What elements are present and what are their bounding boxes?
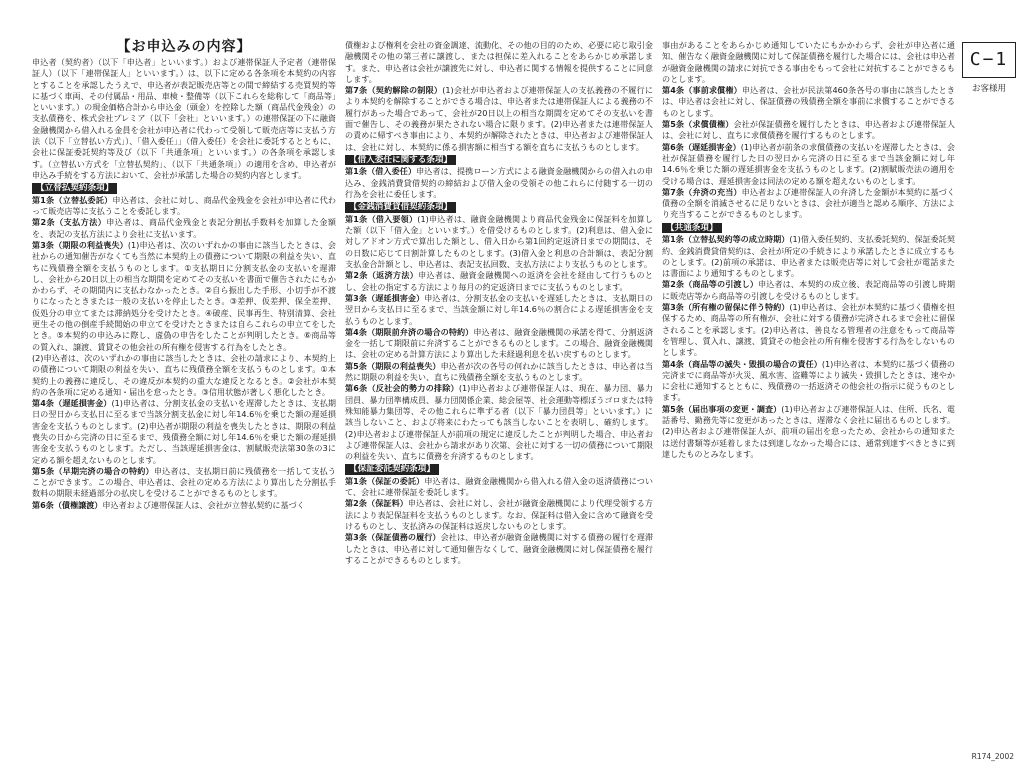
article-heading: 第4条（商品等の滅失・毀損の場合の責任）: [662, 358, 822, 369]
clause-paragraph: [345, 40, 653, 85]
clause-text: 申込者は、提携ローン方式による融資金融機関からの借入れの申込み、金銭消費貸借契約の締結および借入金の受領その他これらに付随する一切の行為を会社に委任します。: [345, 166, 653, 200]
clause-paragraph: [662, 404, 955, 460]
clause-text: 申込者（契約者）（以下「申込者」といいます。）および連帯保証人予定者（連帯保証人）（以下「連帯保証人」といいます。）は、以下に定める各条項を本契約の内容とすることを承認したうえで、申込者が表記販売店等との間で締結する売買契約等に基づく車両、その付属品・用品、車検・整備等（以下これらを総称して「商品等」といいます。）の現金価格合計から申込金（頭金）を控除した額（商品代金残金）の支払債務を、株式会社プレミア（以下「会社」といいます。）の連帯保証の下に融資金融機関から借入れる金員を会社が申込者に代わって受領して販売店等に支払う方法（以下「立替払い方式」）、「借入委任」」（借入委任）を会社に委託するとともに、会社に保証委託契約等及び（以下「共通条項」といいます。）の各条項を承認します。（立替払い方式を「立替払契約」、（以下「共通条項」）の適用を含め、申込者が申込み手続をする方法において、会社が承諾した場合の契約内容とします。: [32, 57, 336, 180]
clause-paragraph: [345, 214, 653, 270]
article-heading: 第6条（債権譲渡）: [32, 499, 103, 510]
section-heading: 【立替払契約条項】: [32, 183, 117, 194]
article-heading: 第3条（所有権の留保に伴う特約）: [662, 302, 790, 313]
clause-text: 申込者および連帯保証人の弁済した金額が本契約に基づく債務の全額を消滅させるに足りないときは、会社が適当と認める順序、方法により充当することができるものとします。: [662, 186, 955, 220]
clause-text: 申込者は、会社が民法第460条各号の事由に該当したときは、申込者は会社に対し、保証債務の残債務全額を事前に求償することができるものとします。: [662, 85, 955, 118]
clause-paragraph: [345, 85, 653, 153]
article-heading: 第6条（遅延損害金）: [662, 141, 741, 152]
terms-column-2-body: [345, 40, 653, 566]
article-heading: 第5条（届出事項の変更・調査）: [662, 403, 782, 414]
clause-paragraph: [345, 166, 653, 200]
article-heading: 第4条（遅延損害金）: [32, 398, 112, 409]
clause-text: 会社は、申込者が融資金融機関に対する債務の履行を遅滞したときは、申込者に対して通知催告なくして、融資金融機関に対し保証債務を履行することができるものとします。: [345, 532, 653, 565]
clause-paragraph: [662, 234, 955, 279]
clause-paragraph: [32, 57, 336, 181]
clause-paragraph: [32, 353, 336, 398]
article-heading: 第3条（期限の利益喪失）: [32, 239, 128, 250]
article-heading: 第2条（商品等の引渡し）: [662, 279, 759, 290]
terms-column-1: [32, 38, 336, 750]
clause-paragraph: [345, 270, 653, 293]
article-heading: 第1条（保証の委託）: [345, 475, 425, 486]
clause-text: (2)申込者は、次のいずれかの事由に該当したときは、会社の請求により、本契約上の債務について期限の利益を失い、直ちに残債務全額を支払うものとします。①本契約上の義務に違反し、その違反が本契約の重大な違反となるとき。②会社が本契約の各条項に定める通知・届出を怠ったとき。③信用状態が著しく悪化したとき。: [32, 352, 336, 397]
clause-paragraph: [345, 327, 653, 361]
footer-form-number: R174_2002: [971, 752, 1014, 761]
section-heading: 【金銭消費貸借契約条項】: [345, 202, 456, 213]
clause-paragraph: [662, 40, 955, 85]
article-heading: 第5条（早期完済の場合の特約）: [32, 465, 154, 476]
clause-text: (1)申込者が前条の求償債務の支払いを遅滞したときは、会社が保証債務を履行した日の翌日から完済の日に至るまで当該金額に対し年14.6％を乗じた額の遅延損害金を支払うものとします。(2)割賦販売法の適用を受ける場合は、遅延損害金は同法の定める額を超えないものとします。: [662, 141, 955, 186]
terms-column-1-body: [32, 57, 336, 511]
section-heading: 【借入委任に関する条項】: [345, 155, 456, 166]
clause-text: 債権および権利を会社の資金調達、流動化、その他の目的のため、必要に応じ取引金融機関その他の第三者に譲渡し、または担保に差入れることをあらかじめ承諾します。また、申込者は会社が譲渡先に対し、申込者に関する情報を提供することに同意します。: [345, 40, 653, 84]
article-heading: 第3条（遅延損害金）: [345, 292, 425, 303]
article-heading: 第1条（立替払契約等の成立時期）: [662, 234, 790, 245]
article-heading: 第2条（返済方法）: [345, 270, 419, 281]
terms-column-2: [345, 40, 653, 748]
section-heading: 【共通条項】: [662, 223, 722, 234]
clause-text: 申込者は、商品代金残金と表記分割払手数料を加算した金額を、表記の支払方法により会社に支払います。: [32, 217, 336, 239]
article-heading: 第6条（反社会的勢力の排除）: [345, 383, 459, 394]
clause-text: 申込者は、支払期日前に残債務を一括して支払うことができます。この場合、申込者は、会社の定める方法により算出した分割払手数料の期限未経過部分の払戻しを受けることができるものとします。: [32, 465, 336, 499]
article-heading: 第5条（期限の利益喪失）: [345, 360, 441, 371]
clause-text: 事由があることをあらかじめ通知していたにもかかわらず、会社が申込者に通知、催告なく融資金融機関に対して保証債務を履行した場合には、会社は申込者が融資金融機関の請求に対抗できる事由をもって会社に対抗することができるものとします。: [662, 40, 955, 84]
clause-paragraph: [32, 195, 336, 218]
clause-text: (1)申込者および連帯保証人は、住所、氏名、電話番号、勤務先等に変更があったときは、遅滞なく会社に届出るものとします。(2)申込者および連帯保証人が、前項の届出を怠ったため、会社からの通知または送付書類等が延着しまたは到達しなかった場合には、通常到達すべきときに到達したものとみなします。: [662, 403, 955, 459]
article-heading: 第4条（期限前弁済の場合の特約）: [345, 326, 474, 337]
article-heading: 第4条（事前求償権）: [662, 85, 742, 96]
clause-paragraph: [345, 476, 653, 499]
clause-text: (1)申込者は、本契約に基づく債務の完済までに商品等が火災、風水害、盗難等により滅失・毀損したときは、速やかに会社に通知するとともに、残債務の一括返済その他会社の指示に従うものとします。: [662, 358, 955, 403]
clause-text: 申込者は、会社に対し、商品代金残金を会社が申込者に代わって販売店等に支払うことを委託します。: [32, 194, 336, 217]
clause-text: 申込者は、会社に対し、会社が融資金融機関により代理受領する方法により表記保証料を支払うものとします。なお、保証料は借入金に含めて融資を受けるものとし、支払済みの保証料は返戻しないものとします。: [345, 498, 653, 532]
clause-paragraph: [32, 500, 336, 511]
clause-paragraph: [345, 532, 653, 566]
clause-text: (1)申込者は、会社が本契約に基づく債権を担保するため、商品等の所有権が、会社に対する債務が完済されるまで会社に留保されることを承認します。(2)申込者は、善良なる管理者の注意をもって商品等を管理し、質入れ、譲渡、賃貸その他会社の所有権を侵害する行為をしないものとします。: [662, 302, 955, 358]
article-heading: 第2条（保証料）: [345, 498, 408, 509]
clause-text: (1)申込者は、融資金融機関より商品代金残金に保証料を加算した額（以下「借入金」といいます。）を借受けるものとします。(2)利息は、借入金に対しアドオン方式で算出した額とし、借入日から第1回約定返済日までの期間は、その日数に応じて日割計算したものとします。(3)借入金と利息の合計額は、表記分割支払金合計額とし、申込者は、表記支払回数、支払方法により支払うものとします。: [345, 213, 653, 270]
clause-text: (1)会社が申込者および連帯保証人の支払義務の不履行により本契約を解除することができる場合は、申込者または連帯保証人による義務の不履行があった場合であって、会社が20日以上の相当な期間を定めてその支払いを書面で催告し、その義務が果たされない場合に限ります。(2)申込者または連帯保証人の責めに帰すべき事由により、本契約が解除されたときは、申込者および連帯保証人は、会社に対し、本契約に係る損害額に相当する額を直ちに支払うものとします。: [345, 85, 653, 152]
clause-paragraph: [662, 359, 955, 404]
clause-paragraph: [345, 293, 653, 327]
clause-paragraph: [662, 142, 955, 187]
clause-paragraph: [32, 398, 336, 466]
clause-text: 申込者は、融資金融機関から借入れる借入金の返済債務について、会社に連帯保証を委託します。: [345, 475, 653, 498]
clause-paragraph: [32, 217, 336, 240]
clause-paragraph: [662, 279, 955, 302]
page-title: 【お申込みの内容】: [116, 39, 252, 55]
terms-column-3: [662, 40, 955, 748]
copy-label: お客様用: [971, 84, 1006, 94]
clause-paragraph: [662, 119, 955, 142]
clause-text: (1)申込者は、次のいずれかの事由に該当したときは、会社からの通知催告がなくても当然に本契約上の債務について期限の利益を失い、直ちに残債務全額を支払うものとします。①支払期日に分割支払金の支払いを遅滞し、会社から20日以上の相当な期間を定めてその支払いを書面で催告されたにもかかわらず、その期間内に支払わなかったとき。②自ら振出した手形、小切手が不渡りになったときまたは一般の支払いを停止したとき。③差押、仮差押、保全差押、仮処分の申立てまたは滞納処分を受けたとき。④破産、民事再生、特別清算、会社更生その他の倒産手続開始の申立てを受けたときまたは自らこれらの申立てをしたとき。⑤本契約の申込みに際し、虚偽の申告をしたことが判明したとき。⑥商品等の質入れ、譲渡、賃貸その他会社の所有権を侵害する行為をしたとき。: [32, 239, 336, 352]
section-heading: 【保証委託契約条項】: [345, 464, 439, 475]
clause-paragraph: [345, 361, 653, 384]
clause-text: 会社が保証債務を履行したときは、申込者および連帯保証人は、会社に対し、直ちに求償債務を履行するものとします。: [662, 119, 955, 141]
article-heading: 第5条（求償債権）: [662, 119, 734, 130]
clause-paragraph: [345, 383, 653, 462]
clause-text: 申込者は、分割支払金の支払いを遅延したときは、支払期日の翌日から支払日に至るまで、当該金額に対し年14.6％の割合による遅延損害金を支払うものとします。: [345, 292, 653, 326]
clause-paragraph: [345, 498, 653, 532]
article-heading: 第7条（弁済の充当）: [662, 186, 742, 197]
clause-text: (1)借入委任契約、支払委託契約、保証委託契約、金銭消費貸借契約は、会社が所定の手続きにより承諾したときに成立するものとします。(2)前項の承諾は、申込者または販売店等に対して会社が電話または書面により通知するものとします。: [662, 234, 955, 279]
clause-text: 申込者は、融資金融機関への返済を会社を経由して行うものとし、会社の指定する方法により毎月の約定返済日までに支払うものとします。: [345, 270, 653, 292]
article-heading: 第1条（立替払委託）: [32, 194, 113, 205]
article-heading: 第2条（支払方法）: [32, 217, 107, 228]
clause-paragraph: [662, 187, 955, 221]
clause-paragraph: [662, 85, 955, 119]
clause-paragraph: [32, 240, 336, 353]
clause-paragraph: [32, 466, 336, 500]
clause-text: 申込者が次の各号の何れかに該当したときは、申込者は当然に期限の利益を失い、直ちに残債務全額を支払うものとします。: [345, 360, 653, 383]
article-heading: 第1条（借入要領）: [345, 213, 418, 224]
article-heading: 第7条（契約解除の制限）: [345, 85, 443, 96]
clause-paragraph: [662, 302, 955, 358]
clause-text: 申込者および連帯保証人は、会社が立替払契約に基づく: [102, 499, 305, 510]
article-heading: 第3条（保証債務の履行）: [345, 532, 441, 543]
clause-text: 申込者は、融資金融機関の承諾を得て、分割返済金を一括して期限前に弁済することができるものとします。この場合、融資金融機関は、会社の定める計算方法により算出した未経過利息を払い戻すものとします。: [345, 326, 653, 360]
clause-text: (1)申込者は、分割支払金の支払いを遅滞したときは、支払期日の翌日から支払日に至るまで当該分割支払金に対し年14.6％を乗じた額の遅延損害金を支払うものとします。(2)申込者が期限の利益を喪失したときは、期限の利益喪失の日から完済の日に至るまで、残債務全額に対し年14.6％を乗じた額の遅延損害金を支払うものとします。ただし、当該遅延損害金は、割賦販売法第30条の3に定める額を超えないものとします。: [32, 398, 336, 465]
clause-text: 申込者は、本契約の成立後、表記商品等の引渡し時期に販売店等から商品等の引渡しを受けるものとします。: [662, 279, 955, 301]
terms-column-3-body: [662, 40, 955, 460]
article-heading: 第1条（借入委任）: [345, 166, 417, 177]
form-code-box: C−1: [962, 42, 1016, 78]
clause-text: (1)申込者および連帯保証人は、現在、暴力団、暴力団員、暴力団準構成員、暴力団関係企業、総会屋等、社会運動等標ぼうゴロまたは特殊知能暴力集団等、その他これらに準ずる者（以下「暴力団員等」といいます。）に該当しないこと、および将来にわたっても該当しないことを表明し、確約します。(2)申込者および連帯保証人が前項の規定に違反したことが判明した場合、申込者および連帯保証人は、会社から請求があり次第、会社に対する一切の債務について期限の利益を失い、直ちに債務を弁済するものとします。: [345, 383, 653, 462]
